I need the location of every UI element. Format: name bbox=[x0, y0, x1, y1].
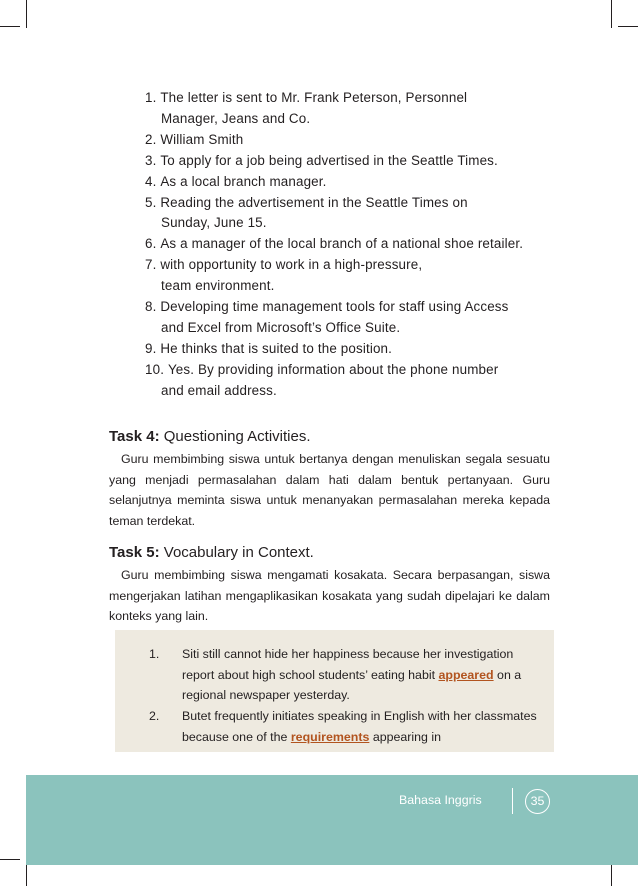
answer-list bbox=[145, 88, 565, 402]
footer-divider bbox=[512, 788, 513, 814]
vocabulary-highlight: requirements bbox=[290, 729, 370, 744]
answer-text: with opportunity to work in a high-pressure, bbox=[160, 257, 423, 273]
answer-item-continuation bbox=[145, 109, 565, 130]
exercise-item bbox=[149, 644, 544, 706]
answer-text: Sunday, June 15. bbox=[161, 215, 267, 231]
answer-item-continuation bbox=[145, 276, 565, 297]
answer-item-continuation bbox=[145, 213, 565, 234]
crop-mark bbox=[611, 0, 612, 28]
task4-label: Task 4: bbox=[109, 428, 160, 445]
answer-text: Manager, Jeans and Co. bbox=[161, 110, 311, 126]
answer-number: 2. bbox=[145, 131, 157, 147]
answer-text: The letter is sent to Mr. Frank Peterson, Personnel bbox=[160, 90, 468, 105]
answer-text: As a local branch manager. bbox=[160, 173, 327, 189]
answer-text: Reading the advertisement in the Seattle Times on bbox=[160, 194, 468, 210]
answer-number: 1. bbox=[145, 90, 157, 105]
answer-text: To apply for a job being advertised in the Seattle Times. bbox=[160, 152, 498, 168]
answer-text: He thinks that is suited to the position. bbox=[160, 340, 393, 356]
answer-number: 7. bbox=[145, 257, 157, 273]
exercise-text bbox=[182, 706, 544, 747]
answer-number: 3. bbox=[145, 152, 157, 168]
crop-mark bbox=[26, 0, 27, 28]
answer-item bbox=[145, 360, 565, 381]
answer-text: Developing time management tools for staff using Access bbox=[160, 299, 509, 315]
answer-item bbox=[145, 172, 565, 193]
task4-section bbox=[109, 427, 550, 531]
answer-item bbox=[145, 88, 565, 109]
answer-item-continuation bbox=[145, 381, 565, 402]
answer-item bbox=[145, 193, 565, 214]
footer-band bbox=[26, 775, 638, 865]
answer-item bbox=[145, 297, 565, 318]
exercise-number: 1. bbox=[149, 647, 160, 661]
task5-label: Task 5: bbox=[109, 544, 160, 561]
exercise-number: 2. bbox=[149, 709, 160, 723]
answer-number: 5. bbox=[145, 194, 157, 210]
answer-text: Yes. By providing information about the phone number bbox=[167, 361, 499, 377]
answer-number: 9. bbox=[145, 340, 157, 356]
task4-title: Questioning Activities. bbox=[163, 428, 311, 445]
task5-heading bbox=[109, 543, 550, 562]
book-title: Bahasa Inggris bbox=[399, 793, 482, 807]
answer-text: William Smith bbox=[160, 131, 244, 147]
crop-mark bbox=[618, 26, 638, 27]
exercise-text bbox=[182, 644, 544, 706]
exercise-box bbox=[115, 630, 554, 752]
answer-item bbox=[145, 255, 565, 276]
crop-mark bbox=[0, 859, 20, 860]
exercise-text-before: Siti still cannot hide her happiness because her investigation report about high school students’ eating habit bbox=[182, 647, 514, 682]
answer-text: and email address. bbox=[161, 382, 277, 398]
answer-item bbox=[145, 339, 565, 360]
answer-text: and Excel from Microsoft’s Office Suite. bbox=[161, 319, 401, 335]
task4-heading bbox=[109, 427, 550, 446]
answer-item bbox=[145, 151, 565, 172]
answer-number: 6. bbox=[145, 236, 157, 252]
task5-section bbox=[109, 543, 550, 627]
answer-item bbox=[145, 130, 565, 151]
answer-number: 10. bbox=[145, 361, 165, 377]
answer-text: As a manager of the local branch of a national shoe retailer. bbox=[160, 236, 524, 252]
task5-title: Vocabulary in Context. bbox=[163, 544, 314, 561]
exercise-text-after: on a regional newspaper yesterday. bbox=[182, 667, 522, 703]
answer-text: team environment. bbox=[161, 278, 275, 294]
exercise-text-before: Butet frequently initiates speaking in English with her classmates because one of the bbox=[182, 709, 537, 744]
crop-mark bbox=[0, 26, 20, 27]
task4-paragraph: Guru membimbing siswa untuk bertanya dengan menuliskan segala sesuatu yang menjadi permasalahan dalam hati dalam bentuk pertanyaan. Guru selanjutnya meminta siswa untuk menanyakan permasalahan mereka kepada teman terdekat. bbox=[109, 452, 550, 528]
answer-number: 4. bbox=[145, 173, 157, 189]
page-number: 35 bbox=[525, 789, 550, 814]
answer-item bbox=[145, 234, 565, 255]
vocabulary-highlight: appeared bbox=[438, 667, 494, 682]
answer-item-continuation bbox=[145, 318, 565, 339]
answer-number: 8. bbox=[145, 299, 157, 315]
exercise-item bbox=[149, 706, 544, 747]
task5-paragraph: Guru membimbing siswa mengamati kosakata. Secara berpasangan, siswa mengerjakan latihan mengaplikasikan kosakata yang sudah dipelajari ke dalam konteks yang lain. bbox=[109, 568, 550, 624]
exercise-text-after: appearing in bbox=[372, 729, 442, 744]
